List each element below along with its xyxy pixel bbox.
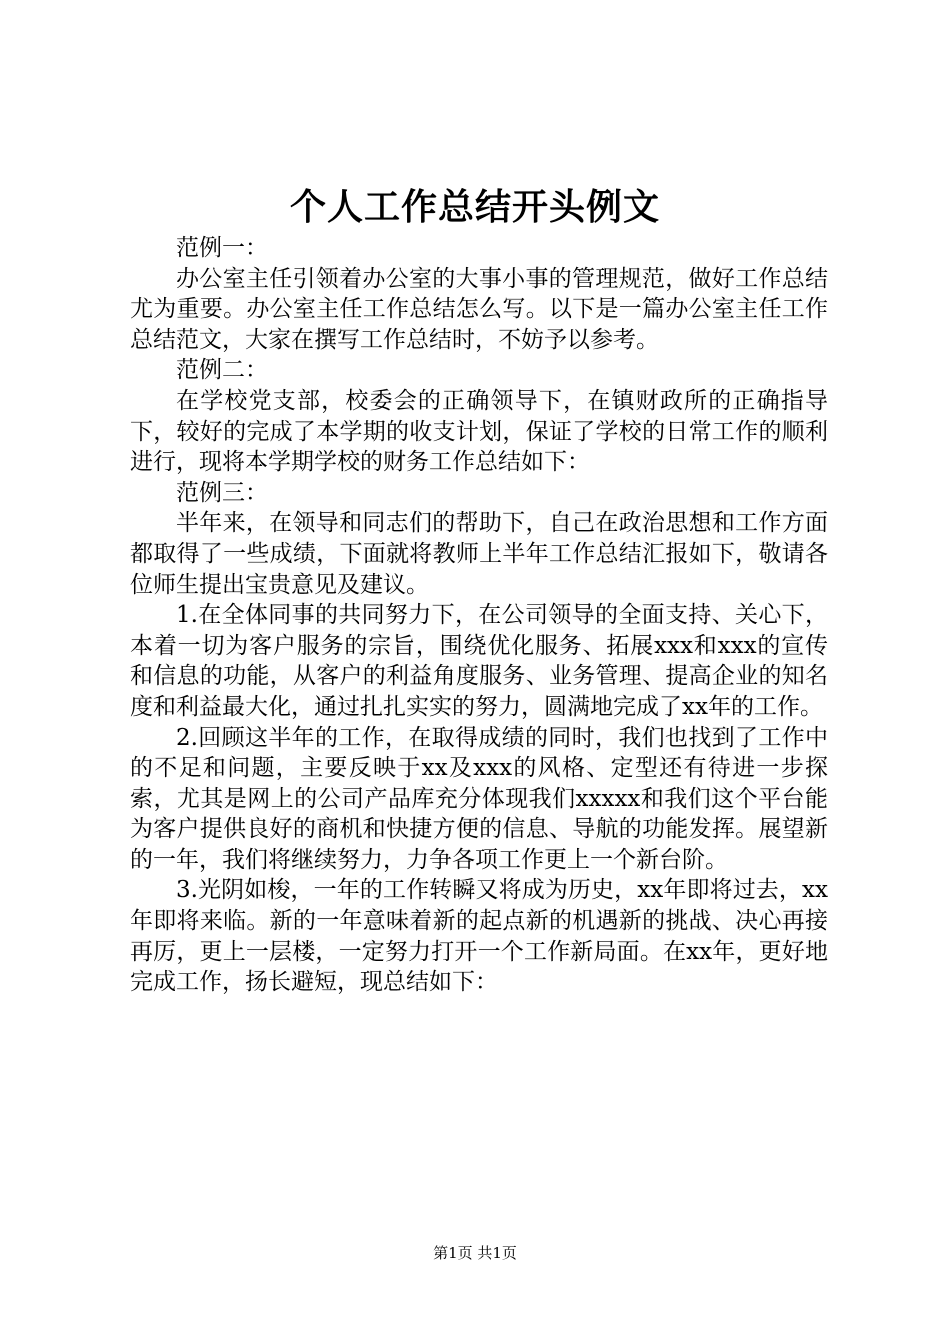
- paragraph-item-3: 3.光阴如梭，一年的工作转瞬又将成为历史，xx年即将过去，xx年即将来临。新的一年意味着新的起点新的机遇新的挑战、决心再接再厉，更上一层楼，一定努力打开一个工作新局面。在xx年，更好地完成工作，扬长避短，现总结如下：: [130, 877, 828, 996]
- paragraph-example-2-text: 在学校党支部，校委会的正确领导下，在镇财政所的正确指导下，较好的完成了本学期的收支计划，保证了学校的日常工作的顺利进行，现将本学期学校的财务工作总结如下：: [130, 387, 828, 476]
- document-title: 个人工作总结开头例文: [289, 186, 660, 228]
- paragraph-item-2: 2.回顾这半年的工作，在取得成绩的同时，我们也找到了工作中的不足和问题，主要反映于xx及xxx的风格、定型还有待进一步探索，尤其是网上的公司产品库充分体现我们xxxxx和我们这个平台能为客户提供良好的商机和快捷方便的信息、导航的功能发挥。展望新的一年，我们将继续努力，力争各项工作更上一个新台阶。: [130, 724, 828, 873]
- paragraph-example-1-text: 办公室主任引领着办公室的大事小事的管理规范，做好工作总结尤为重要。办公室主任工作总结怎么写。以下是一篇办公室主任工作总结范文，大家在撰写工作总结时，不妨予以参考。: [130, 265, 828, 353]
- document-body: [130, 233, 828, 998]
- paragraph-example-3-heading: 范例三：: [176, 479, 268, 506]
- page-footer: 第1页 共1页: [433, 1244, 517, 1262]
- paragraph-example-3-text: 半年来，在领导和同志们的帮助下，自己在政治思想和工作方面都取得了一些成绩，下面就将教师上半年工作总结汇报如下，敬请各位师生提出宝贵意见及建议。: [130, 510, 828, 598]
- paragraph-example-2-heading: 范例二：: [176, 357, 268, 384]
- paragraph-item-1: 1.在全体同事的共同努力下，在公司领导的全面支持、关心下，本着一切为客户服务的宗旨，围绕优化服务、拓展xxx和xxx的宣传和信息的功能，从客户的利益角度服务、业务管理、提高企业的知名度和利益最大化，通过扎扎实实的努力，圆满地完成了xx年的工作。: [130, 602, 828, 720]
- paragraph-example-1-heading: 范例一：: [176, 235, 268, 261]
